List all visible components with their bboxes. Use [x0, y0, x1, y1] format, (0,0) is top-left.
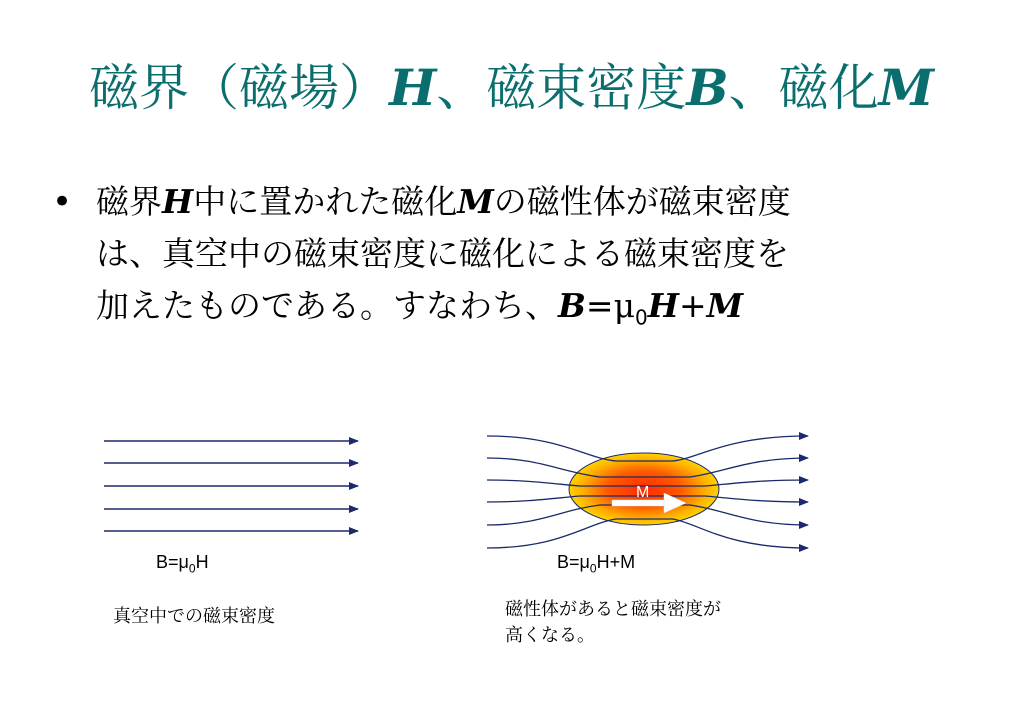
material-eq-mu: μ	[579, 552, 590, 572]
title-symbol-h: H	[389, 58, 437, 117]
material-caption-line1: 磁性体があると磁束密度が	[505, 599, 721, 620]
material-eq-b: B=	[557, 552, 580, 572]
bullet-symbol-h: H	[162, 182, 194, 221]
title-part1: 磁界（磁場）	[89, 59, 390, 117]
vacuum-equation	[156, 551, 209, 580]
title-part3: 、磁化	[728, 59, 879, 117]
vacuum-field-lines	[104, 441, 358, 531]
vacuum-eq-b: B=	[156, 552, 179, 572]
equation-mu: μ	[613, 286, 636, 325]
title-symbol-m: M	[878, 58, 934, 117]
vacuum-caption: 真空中での磁束密度	[113, 606, 275, 627]
vacuum-eq-mu: μ	[178, 552, 189, 572]
bullet-line1-part-a: 磁界	[96, 182, 162, 221]
bullet-line1-part-c: の磁性体が磁束密度	[493, 182, 791, 221]
equation-equals: =	[585, 286, 614, 325]
bullet-symbol-m: M	[457, 182, 494, 221]
bullet-marker: •	[52, 182, 73, 222]
bullet-line-2: は、真空中の磁束密度に磁化による磁束密度を	[96, 234, 789, 273]
bullet-line1-part-b: 中に置かれた磁化	[193, 182, 458, 221]
equation-plus: +	[678, 286, 707, 325]
material-caption-line2: 高くなる。	[505, 625, 595, 646]
equation-symbol-b: B	[558, 286, 586, 325]
vacuum-eq-subscript: 0	[188, 561, 196, 576]
material-equation	[557, 551, 635, 580]
title-part2: 、磁束密度	[436, 59, 687, 117]
bullet-line3-text: 加えたものである。すなわち、	[96, 286, 558, 325]
material-eq-rest: H+M	[596, 552, 636, 572]
material-caption	[505, 597, 721, 649]
equation-symbol-h: H	[647, 286, 679, 325]
material-eq-subscript: 0	[589, 561, 597, 576]
equation-subscript: 0	[635, 305, 648, 330]
vacuum-eq-h: H	[195, 552, 209, 572]
equation-symbol-m: M	[706, 286, 744, 325]
magnetization-label: M	[636, 484, 650, 501]
title-symbol-b: B	[686, 58, 729, 117]
